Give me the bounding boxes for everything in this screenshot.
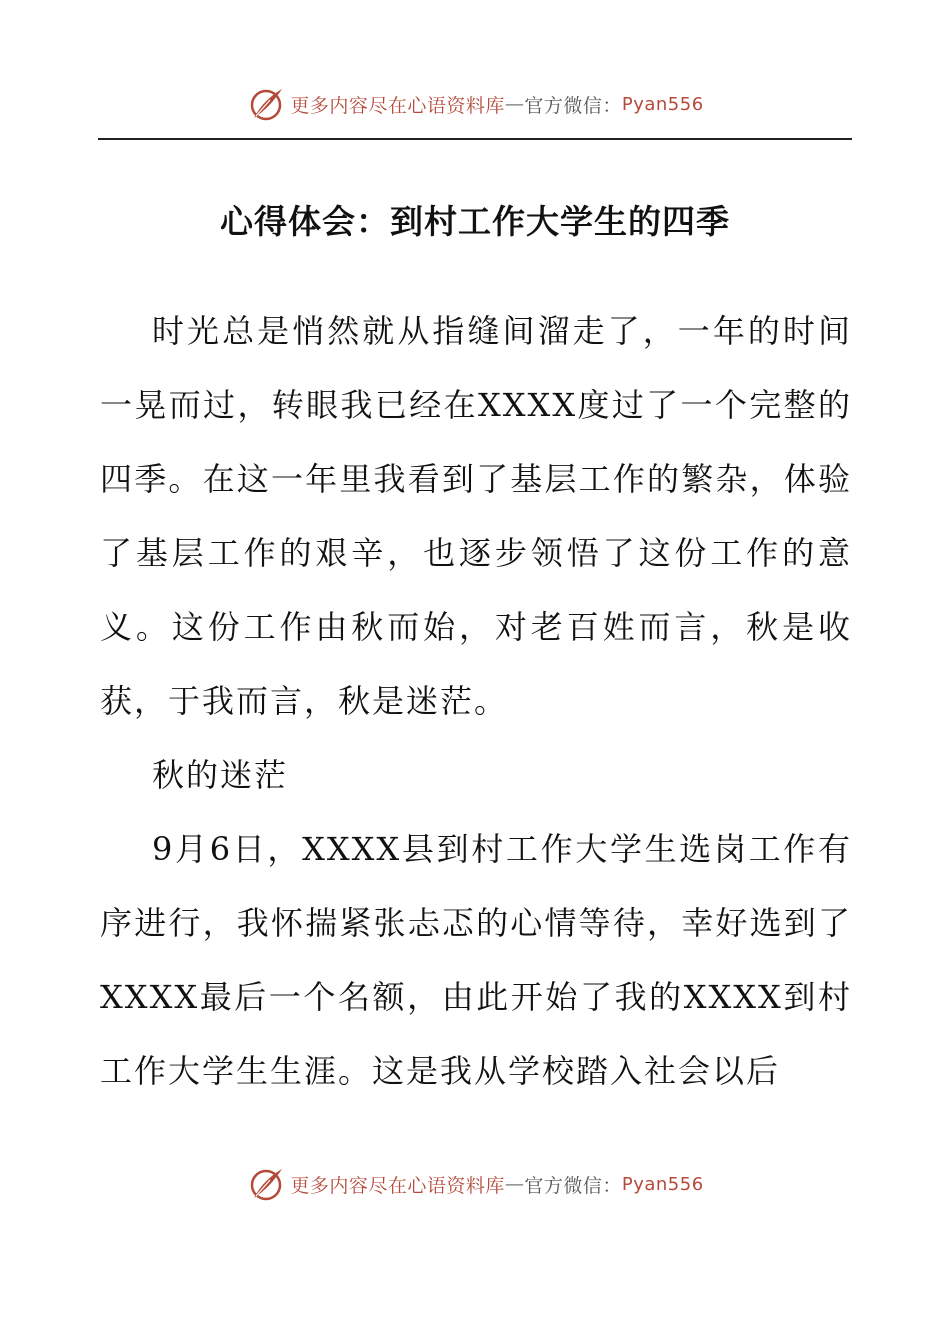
document-title: 心得体会：到村工作大学生的四季 (220, 202, 730, 241)
watermark-dash: — (504, 1173, 525, 1195)
watermark-id: Pyan556 (621, 1173, 704, 1195)
watermark-dash: — (504, 93, 525, 115)
header-watermark (0, 84, 950, 124)
watermark-label: 官方微信： (524, 94, 622, 117)
document-body (100, 294, 852, 1108)
watermark-id: Pyan556 (621, 93, 704, 115)
body-paragraph: 9月6日，XXXX县到村工作大学生选岗工作有序进行，我怀揣紧张忐忑的心情等待，幸好选到了XXXX最后一个名额，由此开始了我的XXXX到村工作大学生生涯。这是我从学校踏入社会以后 (100, 830, 852, 1090)
header-rule (98, 138, 852, 140)
watermark-text: 更多内容尽在心语资料库 (290, 94, 505, 117)
quill-logo-icon (246, 1164, 286, 1204)
body-paragraph: 时光总是悄然就从指缝间溜走了，一年的时间一晃而过，转眼我已经在XXXX度过了一个完整的四季。在这一年里我看到了基层工作的繁杂，体验了基层工作的艰辛，也逐步领悟了这份工作的意义。这份工作由秋而始，对老百姓而言，秋是收获，于我而言，秋是迷茫。 (100, 312, 852, 720)
footer-watermark (0, 1164, 950, 1204)
section-heading: 秋的迷茫 (152, 756, 289, 794)
watermark-text: 更多内容尽在心语资料库 (290, 1174, 505, 1197)
quill-logo-icon (246, 84, 286, 124)
watermark-label: 官方微信： (524, 1174, 622, 1197)
